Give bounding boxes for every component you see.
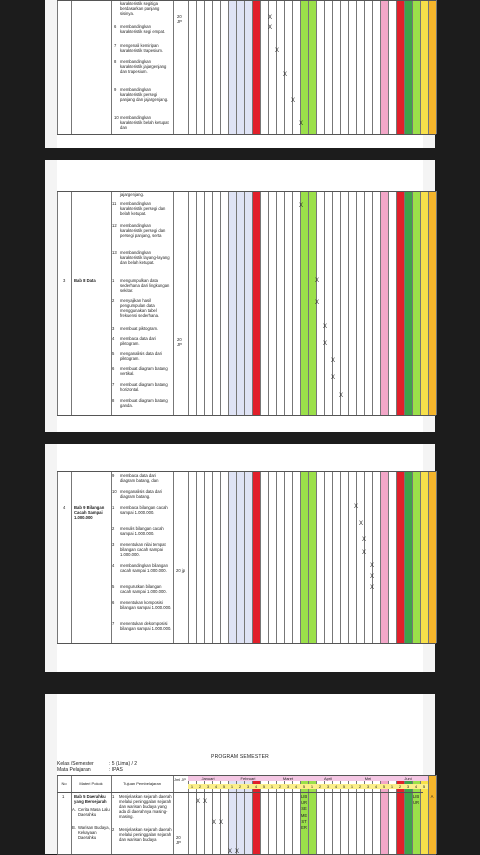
grid-line <box>173 191 174 415</box>
x-mark: X <box>370 574 375 580</box>
week-column-fill <box>236 0 244 134</box>
tujuan-text: mengenali kemiripan karakteristik trapesium. <box>120 43 164 53</box>
jp-value: 20 JP <box>177 337 182 347</box>
x-mark: X <box>354 504 359 510</box>
tujuan-text: membuat diagram batang horizontal. <box>120 382 168 392</box>
grid-line <box>220 471 221 643</box>
sub-number: B. <box>72 825 76 830</box>
tujuan-text: menyajikan hasil pengumpulan data menggunakan tabel frekuensi sederhana. <box>120 298 160 318</box>
week-header: 2 <box>236 784 244 789</box>
grid-line <box>236 0 237 134</box>
tujuan-text: menganalisis data dari diagram batang. <box>120 489 162 499</box>
jp-value: 20 jp <box>176 568 186 573</box>
grid-line <box>332 471 333 643</box>
grid-line <box>364 191 365 415</box>
vertical-label: LIBURSEMESTER <box>300 794 308 831</box>
grid-row-line <box>57 191 436 192</box>
kelas-value: : 5 (Lima) / 2 <box>109 761 138 767</box>
x-mark: X <box>331 375 336 381</box>
tujuan-text: membaca data dari diagram batang, dan <box>120 473 159 483</box>
x-mark: X <box>370 563 375 569</box>
week-column-fill <box>404 191 412 415</box>
item-number: 7 <box>112 621 115 626</box>
item-number: 4 <box>112 563 115 568</box>
grid-line <box>356 191 357 415</box>
chapter-title: Bab 9 Bilangan Cacah Sampai 1.000.000 <box>74 505 105 520</box>
week-header: 1 <box>228 784 236 789</box>
grid-line <box>428 0 429 134</box>
x-mark: X <box>228 849 233 855</box>
x-mark: X <box>196 799 201 805</box>
grid-line <box>71 0 72 134</box>
grid-line <box>236 191 237 415</box>
grid-line <box>308 191 309 415</box>
week-column-fill <box>404 471 412 643</box>
x-mark: X <box>323 341 328 347</box>
grid-line <box>396 0 397 134</box>
tujuan-text: Menjelaskan sejarah daerah melalui peninggalan sejarah dan warisan budaya <box>119 827 172 842</box>
grid-line <box>57 191 58 415</box>
tujuan-text: jajargenjang. <box>120 192 144 197</box>
grid-line <box>188 0 189 134</box>
grid-line <box>339 191 344 415</box>
week-column-fill <box>380 0 388 134</box>
x-mark: X <box>339 393 344 399</box>
x-mark: X <box>299 121 304 127</box>
week-column-fill <box>228 191 236 415</box>
grid-line <box>212 471 213 643</box>
grid-line <box>436 0 437 134</box>
grid-line <box>228 0 229 134</box>
grid-line <box>323 191 328 415</box>
grid-line <box>244 191 245 415</box>
week-header: 3 <box>404 784 412 789</box>
x-mark: X <box>359 521 364 527</box>
grid-line <box>412 191 413 415</box>
item-number: 11 <box>112 201 117 206</box>
week-column-fill <box>428 191 436 415</box>
grid-line <box>276 471 277 643</box>
jp-value: 20 JP <box>177 14 182 24</box>
grid-line <box>268 471 269 643</box>
grid-line <box>252 0 253 134</box>
grid-line <box>388 471 389 643</box>
tujuan-text: membuat diagram batang vertikal. <box>120 366 168 376</box>
week-header: 5 <box>300 784 308 789</box>
week-header: 5 <box>260 784 268 789</box>
month-header: Maret <box>268 776 308 781</box>
item-number: 10 <box>114 115 119 120</box>
item-number: 7 <box>112 382 115 387</box>
grid-line <box>204 0 205 134</box>
item-number: 9 <box>112 473 115 478</box>
week-column-fill <box>396 0 404 134</box>
grid-line <box>348 471 349 643</box>
grid-line <box>372 191 373 415</box>
week-column-fill <box>428 775 436 854</box>
grid-line <box>188 191 189 415</box>
grid-line <box>316 471 317 643</box>
grid-line <box>252 471 253 643</box>
item-number: 5 <box>112 584 115 589</box>
tujuan-text: membandingkan karakteristik belah ketupat dan <box>120 115 169 130</box>
grid-line <box>244 471 245 643</box>
grid-line <box>57 471 58 643</box>
x-mark: X <box>291 98 296 104</box>
x-mark: X <box>370 585 375 591</box>
week-column-fill <box>228 0 236 134</box>
grid-line <box>388 0 389 134</box>
grid-line <box>275 0 280 134</box>
week-header: 4 <box>332 784 340 789</box>
grid-line <box>204 191 205 415</box>
tujuan-text: membuat diagram batang ganda. <box>120 398 168 408</box>
grid-line <box>71 471 72 643</box>
tujuan-text: menentukan komposisi bilangan sampai 1.000.000. <box>120 600 172 610</box>
grid-line <box>420 471 421 643</box>
grid-line <box>412 0 413 134</box>
tujuan-text: membandingkan karakteristik layang-layang dan belah ketupat. <box>120 250 170 265</box>
item-number: 1 <box>112 505 115 510</box>
item-number: 7 <box>114 43 117 48</box>
grid-line <box>212 0 213 134</box>
grid-line <box>228 191 229 415</box>
week-column-fill <box>244 191 252 415</box>
x-mark: X <box>219 820 224 826</box>
week-header: 3 <box>204 784 212 789</box>
grid-line <box>299 191 304 415</box>
grid-line <box>284 471 285 643</box>
tujuan-text: membandingkan karakteristik persegi panjang dan jajargenjang. <box>120 87 169 102</box>
item-number: 2 <box>112 827 115 832</box>
item-number: 6 <box>112 600 115 605</box>
week-column-fill <box>244 0 252 134</box>
week-header: 1 <box>308 784 316 789</box>
grid-line <box>173 471 174 643</box>
grid-line <box>388 191 389 415</box>
week-header: 4 <box>372 784 380 789</box>
item-number: 13 <box>112 250 117 255</box>
grid-line <box>220 0 221 134</box>
grid-line <box>283 0 288 134</box>
grid-line <box>380 191 381 415</box>
week-column-fill <box>420 471 428 643</box>
grid-line <box>196 471 197 643</box>
tujuan-text: mengurutkan bilangan cacah sampai 1.000.000. <box>120 584 167 594</box>
chapter-number: 3 <box>63 278 66 283</box>
week-header: 3 <box>244 784 252 789</box>
month-header: Februari <box>228 776 268 781</box>
week-header: 1 <box>188 784 196 789</box>
grid-line <box>252 191 253 415</box>
vertical-label: LIBUR <box>412 794 420 806</box>
item-number: 1 <box>112 794 115 799</box>
grid-line <box>340 0 341 134</box>
week-column-fill <box>252 471 260 643</box>
week-column-fill <box>252 191 260 415</box>
grid-line <box>348 191 349 415</box>
item-number: 9 <box>114 87 117 92</box>
week-header: 5 <box>220 784 228 789</box>
grid-line <box>420 0 421 134</box>
week-column-fill <box>412 191 420 415</box>
week-header: 1 <box>268 784 276 789</box>
item-number: 3 <box>112 542 115 547</box>
kelas-label: Kelas /Semester <box>57 761 94 767</box>
x-mark: X <box>283 72 288 78</box>
x-mark: X <box>268 25 273 31</box>
grid-line <box>404 191 405 415</box>
mapel-label: Mata Pelajaran <box>57 767 91 773</box>
grid-line <box>236 471 237 643</box>
item-number: 6 <box>112 366 115 371</box>
item-number: 8 <box>114 59 117 64</box>
tujuan-text: membandingkan karakteristik segi empat. <box>120 24 166 34</box>
grid-line <box>436 471 437 643</box>
sub-title: Cerita Masa Lalu Daerahku <box>78 807 110 817</box>
tujuan-text: menganalisis data dari piktogram. <box>120 351 162 361</box>
x-mark: X <box>203 799 208 805</box>
grid-line <box>428 191 429 415</box>
grid-line <box>436 775 437 854</box>
grid-row-line <box>57 134 436 135</box>
header-no: No <box>61 781 67 786</box>
grid-line <box>364 0 365 134</box>
chapter-title: Bab 5 Daerahku yang Bersejarah <box>74 794 107 804</box>
grid-line <box>291 0 296 134</box>
grid-line <box>111 0 112 134</box>
tujuan-text: menentukan dekomposisi bilangan sampai 1.000.000. <box>120 621 172 631</box>
grid-line <box>299 0 304 134</box>
month-header: April <box>308 776 348 781</box>
tujuan-text: membaca data dari piktogram. <box>120 336 156 346</box>
grid-line <box>340 471 341 643</box>
grid-line <box>308 0 309 134</box>
week-column-fill <box>308 0 316 134</box>
week-column-fill <box>412 471 420 643</box>
item-number: 4 <box>112 336 115 341</box>
week-header: 1 <box>388 784 396 789</box>
week-column-fill <box>420 191 428 415</box>
chapter-number: 1 <box>62 794 65 799</box>
week-header: 1 <box>348 784 356 789</box>
grid-line <box>348 0 349 134</box>
grid-line <box>228 471 229 643</box>
week-column-fill <box>420 0 428 134</box>
x-mark: X <box>362 537 367 543</box>
grid-line <box>316 0 317 134</box>
grid-row-line <box>57 415 436 416</box>
grid-line <box>380 471 381 643</box>
week-header: 5 <box>420 784 428 789</box>
x-mark: X <box>212 820 217 826</box>
month-header: Mei <box>348 776 388 781</box>
grid-line <box>404 471 405 643</box>
chapter-number: 4 <box>63 505 66 510</box>
page-title: PROGRAM SEMESTER <box>211 754 269 760</box>
grid-line <box>324 471 325 643</box>
tujuan-text: karakteristik segitiga berdasarkan panjang sisinya. <box>120 1 160 16</box>
week-column-fill <box>380 191 388 415</box>
week-column-fill <box>428 471 436 643</box>
header-tujuan: Tujuan Pembelajaran <box>123 781 161 786</box>
week-header: 2 <box>396 784 404 789</box>
grid-line <box>244 0 245 134</box>
week-header: 3 <box>324 784 332 789</box>
grid-line <box>372 471 373 643</box>
grid-line <box>396 471 397 643</box>
week-header: 2 <box>316 784 324 789</box>
x-mark: X <box>268 15 273 21</box>
tujuan-text: menentukan nilai tempat bilangan cacah sampai 1.000.000. <box>120 542 166 557</box>
item-number: 10 <box>112 489 117 494</box>
item-number: 5 <box>112 351 115 356</box>
tujuan-text: membandingkan karakteristik persegi dan persegi panjang, serta <box>120 223 166 238</box>
week-header: 2 <box>196 784 204 789</box>
grid-line <box>212 191 213 415</box>
week-column-fill <box>252 0 260 134</box>
week-column-fill <box>236 471 244 643</box>
grid-line <box>220 191 221 415</box>
table-block-4 <box>57 775 434 855</box>
week-header: 5 <box>340 784 348 789</box>
tujuan-text: menulis bilangan cacah sampai 1.000.000. <box>120 526 164 536</box>
week-column-fill <box>428 0 436 134</box>
week-column-fill <box>308 471 316 643</box>
grid-line <box>57 0 58 134</box>
grid-line <box>372 0 373 134</box>
tujuan-text: membuat piktogram. <box>120 326 159 331</box>
grid-line <box>412 471 413 643</box>
jp-value: 20 JP <box>176 835 181 845</box>
week-column-fill <box>228 471 236 643</box>
week-column-fill <box>380 471 388 643</box>
grid-line <box>396 191 397 415</box>
vertical-label: A <box>430 794 434 799</box>
grid-line <box>436 191 437 415</box>
header-jml: Jml JP <box>174 777 186 782</box>
week-header: 4 <box>252 784 260 789</box>
grid-line <box>356 471 357 643</box>
grid-line <box>380 0 381 134</box>
x-mark: X <box>299 203 304 209</box>
grid-line <box>204 471 205 643</box>
x-mark: X <box>331 358 336 364</box>
grid-line <box>260 0 261 134</box>
month-header: Juni <box>388 776 428 781</box>
x-mark: X <box>362 550 367 556</box>
table-block-3 <box>57 471 423 643</box>
week-header: 2 <box>276 784 284 789</box>
grid-line <box>428 775 429 854</box>
header-materi: Materi Pokok <box>79 781 103 786</box>
grid-line <box>428 471 429 643</box>
grid-line <box>196 191 197 415</box>
grid-line <box>331 191 336 415</box>
grid-line <box>292 471 293 643</box>
grid-line <box>268 191 269 415</box>
week-header: 5 <box>380 784 388 789</box>
week-column-fill <box>396 191 404 415</box>
grid-line <box>196 0 197 134</box>
week-column-fill <box>404 0 412 134</box>
grid-line <box>404 0 405 134</box>
week-column-fill <box>300 191 308 415</box>
week-header: 4 <box>412 784 420 789</box>
x-mark: X <box>315 300 320 306</box>
x-mark: X <box>323 324 328 330</box>
month-header: Januari <box>188 776 228 781</box>
grid-line <box>356 0 357 134</box>
week-column-fill <box>300 0 308 134</box>
sub-title: Warisan Budaya, Kekayaan Daerahku <box>78 825 110 840</box>
week-header: 4 <box>292 784 300 789</box>
table-block-2 <box>57 191 423 415</box>
tujuan-text: mengumpulkan data sederhana dari lingkungan sekitar. <box>120 278 170 293</box>
item-number: 6 <box>114 24 117 29</box>
tujuan-text: membandingkan bilangan cacah sampai 1.000.000. <box>120 563 168 573</box>
grid-line <box>420 191 421 415</box>
grid-line <box>300 471 301 643</box>
week-column-fill <box>236 191 244 415</box>
grid-line <box>276 191 277 415</box>
week-column-fill <box>396 471 404 643</box>
tujuan-text: membaca bilangan cacah sampai 1.000.000. <box>120 505 168 515</box>
grid-line <box>188 471 189 643</box>
grid-line <box>308 471 309 643</box>
item-number: 12 <box>112 223 117 228</box>
item-number: 2 <box>112 298 115 303</box>
grid-line <box>71 191 72 415</box>
item-number: 1 <box>112 278 115 283</box>
tujuan-text: membandingkan karakteristik jajargenjang dan trapesium. <box>120 59 167 74</box>
week-header: 4 <box>212 784 220 789</box>
chapter-title: Bab 8 Data <box>74 278 96 283</box>
x-mark: X <box>315 278 320 284</box>
grid-row-line <box>57 0 436 1</box>
sub-number: A. <box>72 807 76 812</box>
grid-line <box>260 191 261 415</box>
item-number: 8 <box>112 398 115 403</box>
week-column-fill <box>244 471 252 643</box>
grid-line <box>173 0 174 134</box>
grid-row-line <box>57 643 436 644</box>
x-mark: X <box>235 849 240 855</box>
week-column-fill <box>412 0 420 134</box>
grid-line <box>324 0 325 134</box>
grid-line <box>284 191 285 415</box>
tujuan-text: membandingkan karakteristik persegi dan belah ketupat. <box>120 201 166 216</box>
week-column-fill <box>300 471 308 643</box>
grid-line <box>364 471 365 643</box>
grid-line <box>260 471 261 643</box>
week-header: 3 <box>284 784 292 789</box>
x-mark: X <box>275 48 280 54</box>
grid-row-line <box>57 471 436 472</box>
mapel-value: : IPAS <box>109 767 123 773</box>
week-header: 3 <box>364 784 372 789</box>
grid-line <box>111 471 115 643</box>
grid-line <box>292 191 293 415</box>
week-header: 2 <box>356 784 364 789</box>
grid-line <box>332 0 333 134</box>
item-number: 2 <box>112 526 115 531</box>
tujuan-text: Menjelaskan sejarah daerah melalui peninggalan sejarah dan warisan budaya yang ada di daerahnya masing-masing. <box>119 794 172 819</box>
item-number: 3 <box>112 326 115 331</box>
table-block-1 <box>57 0 423 134</box>
